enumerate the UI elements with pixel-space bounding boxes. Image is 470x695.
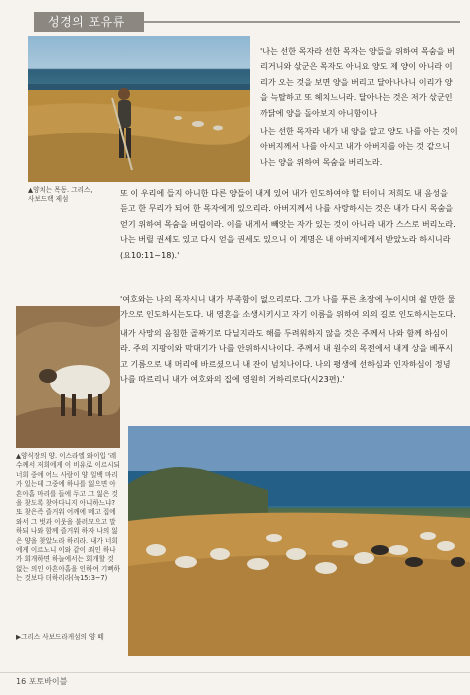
psalm-passage: [120, 292, 458, 387]
scripture-para-1: '나는 선한 목자라 선한 목자는 양들을 위하여 목숨을 버리거니와 삯군은 목자도 아니요 양도 제 양이 아니라 이리가 오는 것을 보면 양을 버리고 달아나나니 이리가 양을 늑탈하고 또 헤치느니라. 달아나는 것은 저가 삯군인 까닭에 양을 돌아보지 아니함이나: [260, 46, 455, 118]
flock-illustration: [128, 426, 470, 656]
sheep-photo: [16, 306, 120, 448]
shepherd-caption: ▲양치는 목동. 그리스, 사보드랙 제섬: [28, 186, 93, 204]
psalm-para-1: '여호와는 나의 목자시니 내가 부족함이 없으리로다. 그가 나를 푸른 초장에 누이시며 쉴 만한 물가으로 인도하시는도다. 내 영혼을 소생시키시고 자기 이름을 위하여 의의 길로 인도하시는도다.: [120, 294, 456, 320]
footer-rule: [0, 672, 470, 673]
section-title: 성경의 포유류: [34, 12, 144, 32]
sheep-caption: ▲양식장의 양. 이스라엘 와이입 '레수께서 저희에게 이 비유로 이르시되 너희 중에 어느 사람이 양 일백 마리가 있는데 그중에 하나를 잃으면 아흔아홉 마리를 들에 두고 그 잃은 것을 찾도록 찾아다니지 아니하느냐? 또 찾은즉 즐거워 어깨에 메고 집에 와서 그 벗과 이웃을 불러모으고 말하되 나와 함께 즐거워 하자 나의 잃은 양을 찾았노라 하리라. 내가 너희에게 이르노니 이와 같이 죄인 하나가 회개하면 하늘에서는 회개할 것 없는 의인 아흔아홉을 인하여 기뻐하는 것보다 더하리라(눅15:3~7): [16, 452, 120, 583]
shepherd-illustration: [28, 36, 250, 182]
flock-photo: [128, 426, 470, 656]
scripture-para-2: 나는 선한 목자라 내가 내 양을 알고 양도 나를 아는 것이 아버지께서 나를 아시고 내가 아버지를 아는 것 같으니 나는 양을 위하여 목숨을 버리노라.: [260, 126, 458, 167]
page-footer: 16 포토바이블: [16, 677, 68, 686]
scripture-passage-top: [260, 44, 458, 170]
scripture-passage-middle: [120, 186, 458, 263]
psalm-para-2: 내가 사망의 음침한 골짜기로 다닐지라도 해를 두려워하지 않을 것은 주께서 나와 함께 하심이라. 주의 지팡이와 막대기가 나를 안위하시나이다. 주께서 내 원수의 목전에서 내게 상을 베푸시고 기름으로 내 머리에 바르셨으니 내 잔이 넘치나이다. 나의 평생에 선하심과 인자하심이 정녕 나를 따르리니 내가 여호와의 집에 영원히 거하리로다(시23편).': [120, 327, 454, 385]
shepherd-photo: [28, 36, 250, 182]
header-rule: [144, 21, 460, 23]
scripture-para-3: 또 이 우리에 들지 아니한 다른 양들이 내게 있어 내가 인도하여야 할 터이니 저희도 내 음성을 듣고 한 무리가 되어 한 목자에게 있으리라. 아버지께서 나를 사랑하시는 것은 내가 다시 목숨을 얻기 위하여 목숨을 버림이라. 이를 내게서 빼앗는 자가 있는 것이 아니라 내가 스스로 버리노라. 나는 버릴 권세도 있고 다시 얻을 권세도 있으니 이 계명은 내 아버지에게서 받았노라 하시니라(요10:11~18).': [120, 188, 456, 260]
sheep-illustration: [16, 306, 120, 448]
flock-caption: ▶그리스 사보드라게섬의 양 떼: [16, 633, 104, 641]
